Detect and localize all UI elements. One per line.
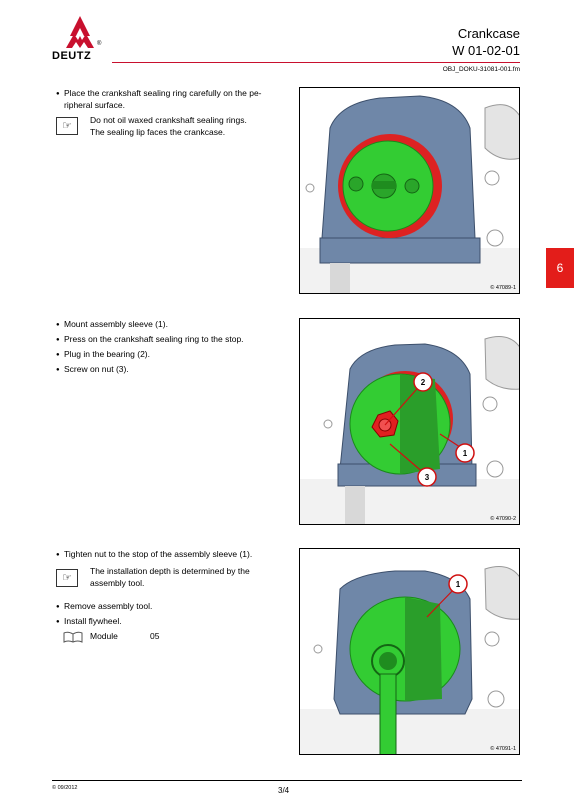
chapter-tab: 6 bbox=[546, 248, 574, 288]
callout-1: 1 bbox=[455, 580, 461, 589]
document-number: W 01-02-01 bbox=[452, 43, 520, 58]
figure-3-illustration bbox=[300, 549, 520, 755]
list-item: ● Plug in the bearing (2). bbox=[64, 348, 244, 360]
instruction-1-line1: ● Place the crankshaft sealing ring carefully on the pe- bbox=[64, 88, 262, 98]
figure-2-illustration bbox=[300, 319, 520, 525]
figure-1-illustration bbox=[300, 88, 520, 294]
instruction-list-2 bbox=[64, 318, 244, 375]
page-title: Crankcase bbox=[457, 26, 520, 41]
list-item: ● Screw on nut (3). bbox=[64, 363, 244, 375]
registered-mark: ® bbox=[97, 41, 102, 47]
pointing-hand-icon: ☞ bbox=[56, 117, 78, 135]
brand-name: DEUTZ bbox=[52, 50, 92, 62]
instruction-remove-tool: ● Remove assembly tool. bbox=[64, 600, 152, 612]
note-3-line2: assembly tool. bbox=[90, 578, 145, 588]
list-item: ● Press on the crankshaft sealing ring to the stop. bbox=[64, 333, 244, 345]
instruction-install-flywheel: ● Install flywheel. bbox=[64, 615, 122, 627]
figure-3-caption: © 47091-1 bbox=[490, 746, 516, 752]
note-1-line1: Do not oil waxed crankshaft sealing rings. bbox=[90, 115, 247, 125]
callout-2: 2 bbox=[420, 378, 426, 387]
figure-2-caption: © 47090-2 bbox=[490, 516, 516, 522]
module-ref-value: 05 bbox=[150, 631, 160, 641]
callout-3: 3 bbox=[424, 473, 430, 482]
module-ref-label: Module bbox=[90, 631, 118, 641]
footer-rule bbox=[52, 780, 522, 781]
file-name: OBJ_DOKU-31081-001.fm bbox=[442, 66, 520, 73]
note-3-line1: The installation depth is determined by the bbox=[90, 566, 250, 576]
instruction-3: ● Tighten nut to the stop of the assembly sleeve (1). bbox=[64, 548, 252, 560]
figure-3 bbox=[299, 548, 520, 755]
footer-date: © 09/2012 bbox=[52, 785, 78, 791]
figure-1-caption: © 47089-1 bbox=[490, 285, 516, 291]
instruction-1 bbox=[64, 87, 262, 111]
note-1-line2: The sealing lip faces the crankcase. bbox=[90, 127, 226, 137]
callout-1: 1 bbox=[462, 449, 468, 458]
book-icon bbox=[63, 631, 83, 643]
note-1 bbox=[90, 114, 247, 138]
header-rule bbox=[112, 62, 520, 63]
instruction-1-line2: ripheral surface. bbox=[64, 100, 125, 110]
page-number: 3/4 bbox=[278, 786, 290, 795]
list-item: ● Mount assembly sleeve (1). bbox=[64, 318, 244, 330]
note-3 bbox=[90, 565, 250, 589]
figure-2 bbox=[299, 318, 520, 525]
figure-1 bbox=[299, 87, 520, 294]
pointing-hand-icon: ☞ bbox=[56, 569, 78, 587]
